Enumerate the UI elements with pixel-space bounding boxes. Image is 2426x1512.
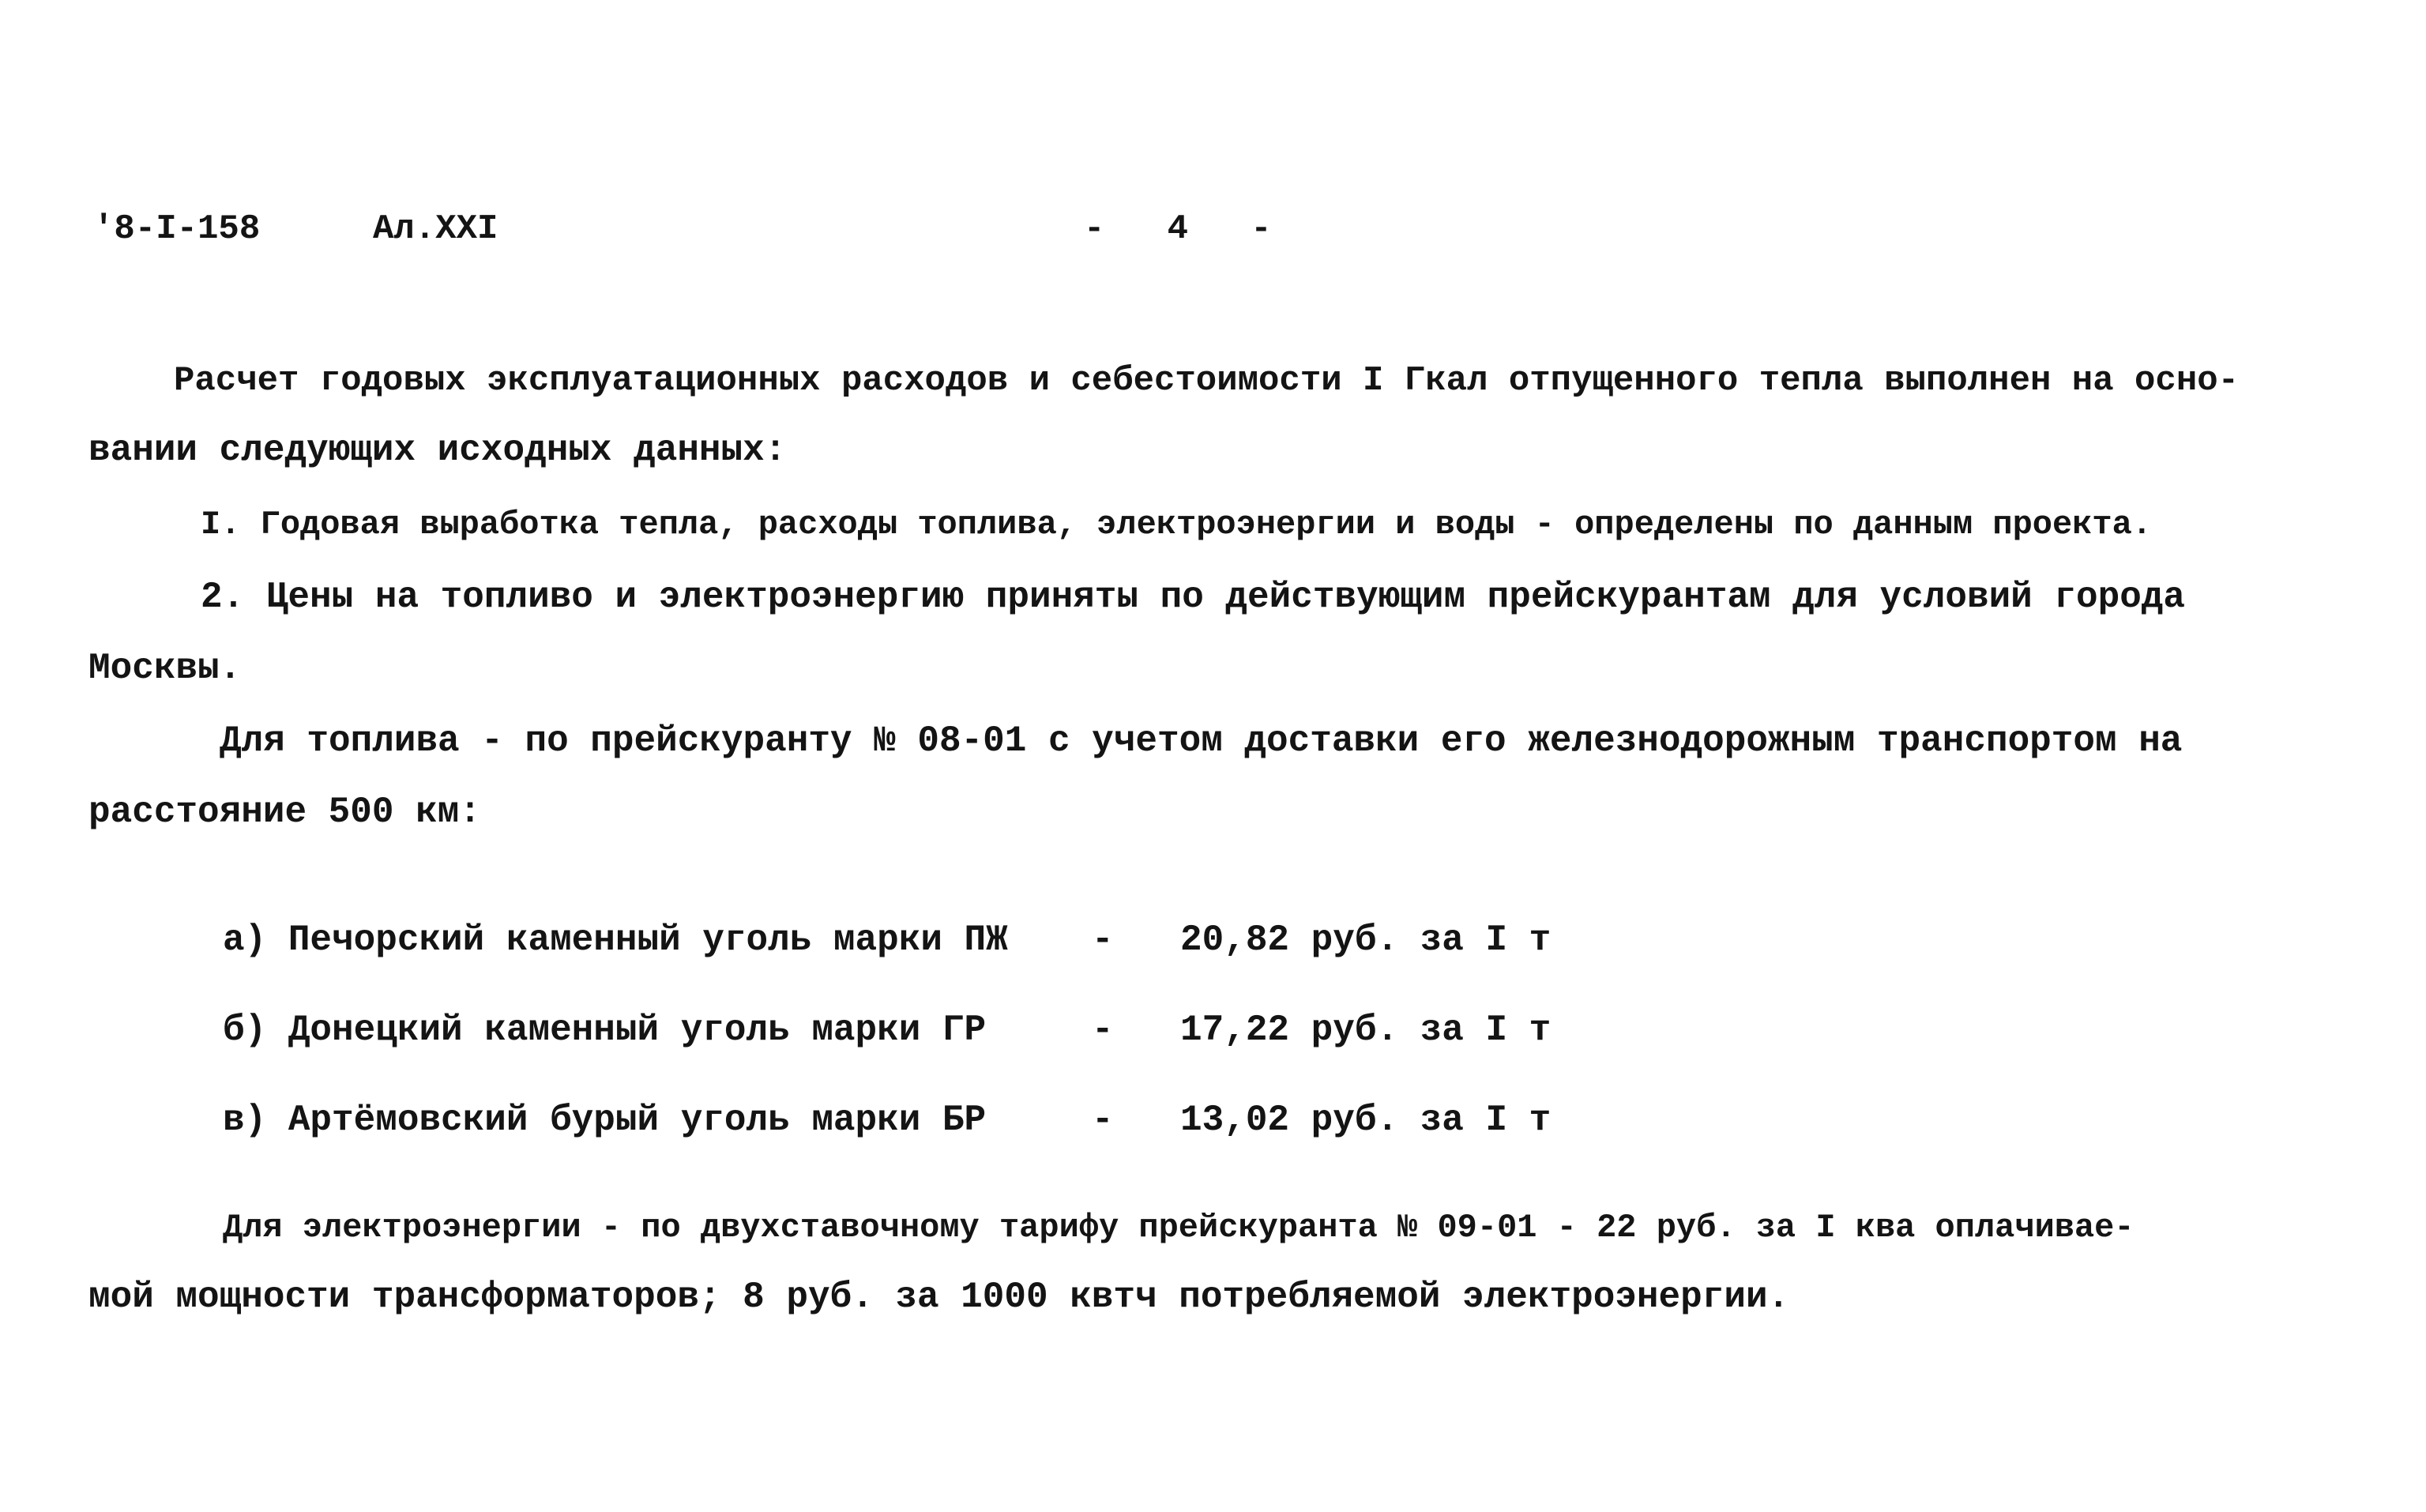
album-number: Ал.XXI [373, 209, 498, 249]
item-2-line-2: Москвы. [88, 648, 242, 689]
page-number: - 4 - [1084, 209, 1272, 249]
price-dash-a: - [1092, 920, 1114, 961]
price-dash-b: - [1092, 1010, 1114, 1051]
intro-line-2: вании следующих исходных данных: [88, 430, 787, 471]
price-dash-c: - [1092, 1100, 1114, 1141]
electricity-line-1: Для электроэнергии - по двухставочному тарифу прейскуранта № 09-01 - 22 руб. за I ква оплачивае- [223, 1209, 2135, 1247]
price-label-b: б) Донецкий каменный уголь марки ГР [223, 1010, 987, 1051]
fuel-line-2: расстояние 500 км: [88, 792, 481, 833]
item-1: I. Годовая выработка тепла, расходы топлива, электроэнергии и воды - определены по данным проекта. [201, 506, 2153, 543]
price-value-a: 20,82 руб. за I т [1180, 920, 1552, 961]
intro-line-1: Расчет годовых эксплуатационных расходов и себестоимости I Гкал отпущенного тепла выполнен на осно- [174, 361, 2240, 401]
price-value-b: 17,22 руб. за I т [1180, 1010, 1552, 1051]
price-label-c: в) Артёмовский бурый уголь марки БР [223, 1100, 987, 1141]
doc-code: '8-I-158 [93, 209, 261, 249]
price-label-a: а) Печорский каменный уголь марки ПЖ [223, 920, 1008, 961]
electricity-line-2: мой мощности трансформаторов; 8 руб. за 1000 квтч потребляемой электроэнергии. [88, 1277, 1790, 1318]
fuel-line-1: Для топлива - по прейскуранту № 08-01 с учетом доставки его железнодорожным транспортом на [220, 720, 2183, 762]
item-2-line-1: 2. Цены на топливо и электроэнергию приняты по действующим прейскурантам для условий города [201, 577, 2186, 618]
price-value-c: 13,02 руб. за I т [1180, 1100, 1552, 1141]
